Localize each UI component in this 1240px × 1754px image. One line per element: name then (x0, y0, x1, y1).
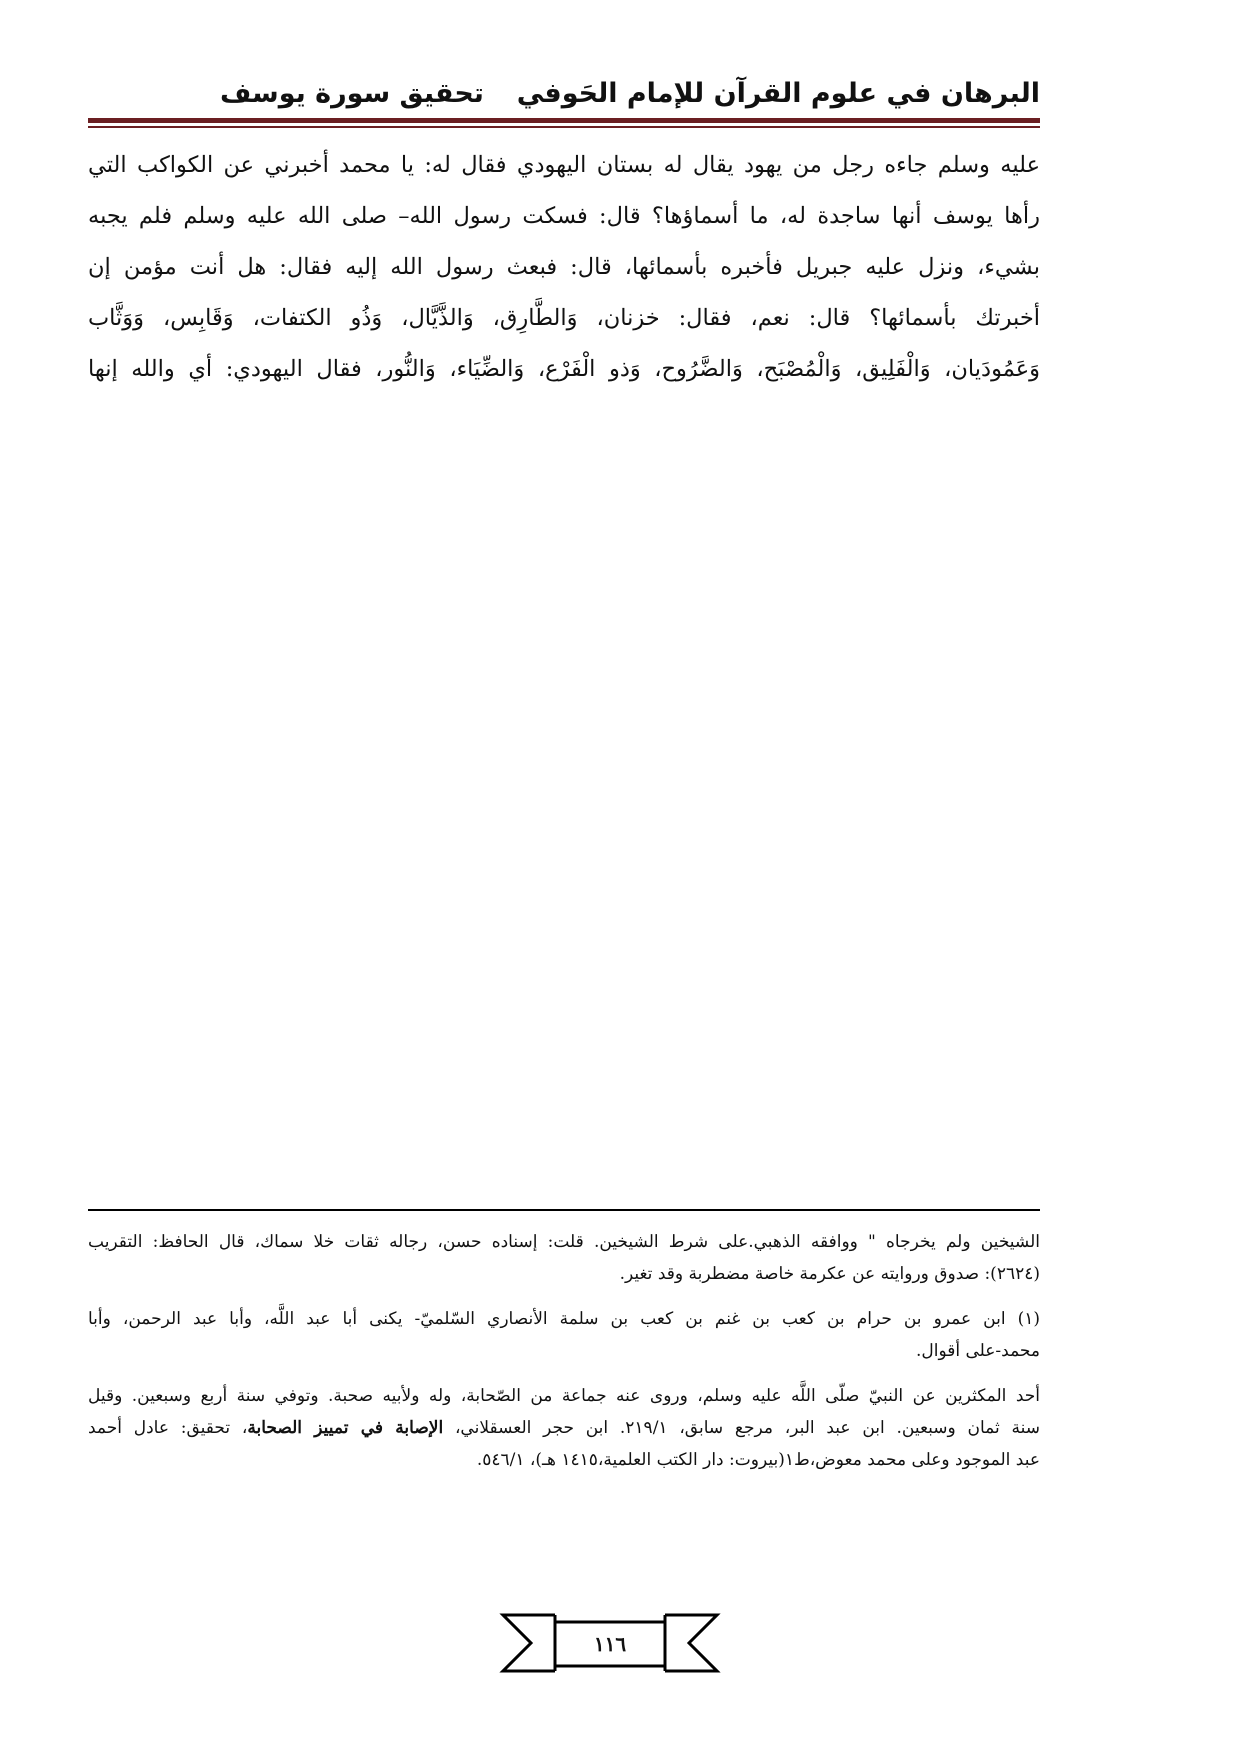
footnotes (88, 1226, 1040, 1476)
footnote-text: ، تحقيق: عادل أحمد (88, 1418, 248, 1438)
footnote-text: سنة ثمان وسبعين. ابن عبد البر، مرجع سابق، ٢١٩/١. ابن حجر العسقلاني، (443, 1418, 1040, 1438)
body-line: وَعَمُودَيان، وَالْفَلِيق، وَالْمُصْبَح، وَالضَّرُوح، وَذو الْفَرْع، وَالضِّيَاء، وَالنُّور، فقال اليهودي: أي والله إنها (88, 356, 1040, 382)
page-number: ١١٦ (593, 1632, 627, 1656)
book-title-reference: الإصابة في تمييز الصحابة (247, 1418, 444, 1438)
body-text (88, 140, 1040, 395)
body-line: رأها يوسف أنها ساجدة له، ما أسماؤها؟ قال: فسكت رسول الله– صلى الله عليه وسلم فلم يجبه (88, 203, 1040, 229)
footnote-line: أحد المكثرين عن النبيّ صلّى اللَّه عليه وسلم، وروى عنه جماعة من الصّحابة، وله ولأبيه صحبة. وتوفي سنة أربع وسبعين. وقيل (88, 1386, 1040, 1406)
body-line: أخبرتك بأسمائها؟ قال: نعم، فقال: خزنان، وَالطَّارِق، وَالذَّيَّال، وَذُو الكتفات، وَقَابِس، وَوَثَّاب (88, 305, 1040, 331)
footnote-line: محمد-على أقوال. (915, 1341, 1040, 1361)
footnote-line (88, 1412, 1040, 1444)
footnote-line: (١) ابن عمرو بن حرام بن كعب بن غنم بن كعب بن سلمة الأنصاري السّلميّ- يكنى أبا عبد اللَّه، وأبا عبد الرحمن، وأبا (88, 1309, 1040, 1329)
page-header (88, 68, 1040, 116)
footnote-line: (٢٦٢٤): صدوق وروايته عن عكرمة خاصة مضطربة وقد تغير. (619, 1264, 1040, 1284)
footnote-line: الشيخين ولم يخرجاه " ووافقه الذهبي.على شرط الشيخين. قلت: إسناده حسن، رجاله ثقات خلا سماك، قال الحافظ: التقريب (88, 1232, 1040, 1252)
footnote-line: عبد الموجود وعلى محمد معوض،ط١(بيروت: دار الكتب العلمية،١٤١٥ هـ)، ٥٤٦/١. (476, 1450, 1040, 1470)
section-title: تحقيق سورة يوسف (220, 78, 484, 109)
body-line: عليه وسلم جاءه رجل من يهود يقال له بستان اليهودي فقال له: يا محمد أخبرني عن الكواكب التي (88, 152, 1040, 178)
header-rule-thin (88, 126, 1040, 128)
book-title: البرهان في علوم القرآن للإمام الحَوفي (516, 78, 1040, 109)
header-rule-thick (88, 118, 1040, 123)
body-line: بشيء، ونزل عليه جبريل فأخبره بأسمائها، قال: فبعث رسول الله إليه فقال: هل أنت مؤمن إن (88, 254, 1040, 280)
footnote-separator (88, 1209, 1040, 1211)
